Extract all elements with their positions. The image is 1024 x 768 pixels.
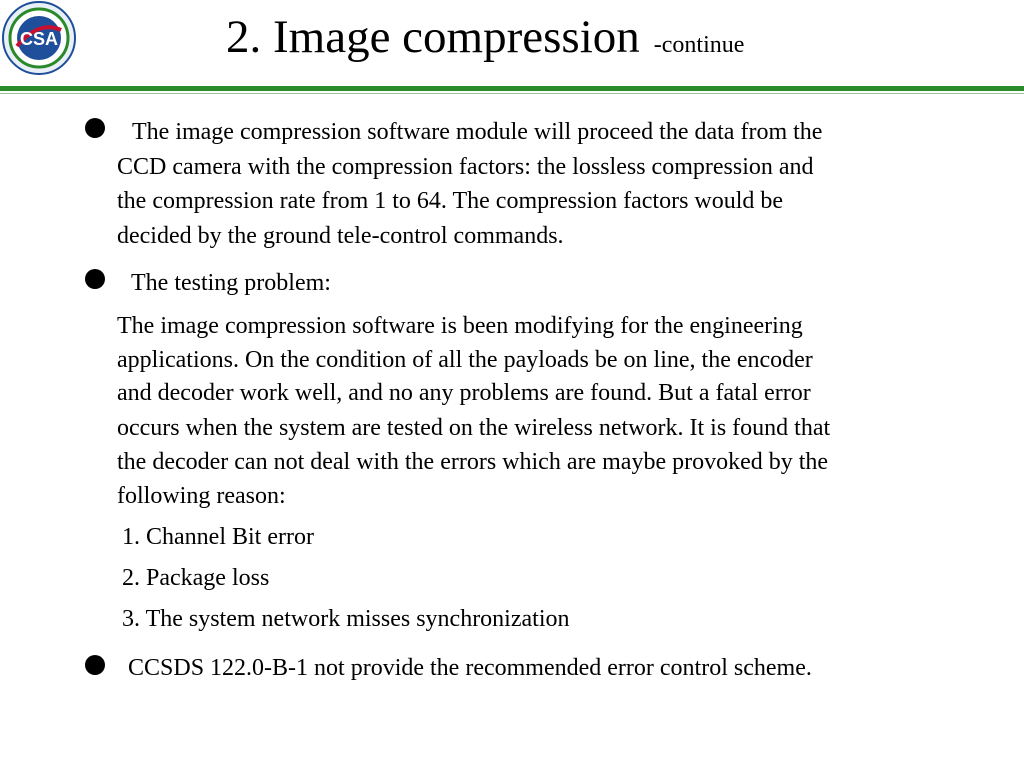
title-main: 2. Image compression (226, 11, 640, 63)
bullet2-line: the decoder can not deal with the errors which are maybe provoked by the (117, 449, 829, 475)
header-rule (0, 86, 1024, 91)
bullet2-line: applications. On the condition of all the payloads be on line, the encoder (117, 346, 813, 373)
page-title (226, 11, 745, 63)
reason-item: 3. The system network misses synchronization (122, 606, 570, 632)
bullet-dot-icon (85, 655, 105, 675)
bullet2-line: occurs when the system are tested on the wireless network. It is found that (117, 414, 831, 441)
bullet2-heading: The testing problem: (131, 270, 331, 296)
csa-emblem-icon (1, 0, 77, 76)
bullet1-line: The image compression software module will proceed the data from the (132, 119, 823, 145)
logo-initials: CSA (19, 29, 59, 49)
reason-item: 1. Channel Bit error (122, 524, 314, 550)
bullet-dot-icon (85, 118, 105, 138)
title-subtitle: -continue (653, 32, 745, 58)
bullet1-line: CCD camera with the compression factors: the lossless compression and (117, 153, 814, 180)
bullet2-line: and decoder work well, and no any problems are found. But a fatal error (117, 380, 811, 406)
bullet1-line: the compression rate from 1 to 64. The compression factors would be (117, 188, 784, 214)
bullet2-line: following reason: (117, 483, 286, 509)
bullet2-line: The image compression software is been modifying for the engineering (117, 313, 803, 339)
header-rule-thin (0, 93, 1024, 94)
bullet-dot-icon (85, 269, 105, 289)
bullet1-line: decided by the ground tele-control commands. (117, 222, 564, 249)
reason-item: 2. Package loss (122, 565, 270, 591)
bullet3-text: CCSDS 122.0-B-1 not provide the recommended error control scheme. (128, 655, 812, 681)
